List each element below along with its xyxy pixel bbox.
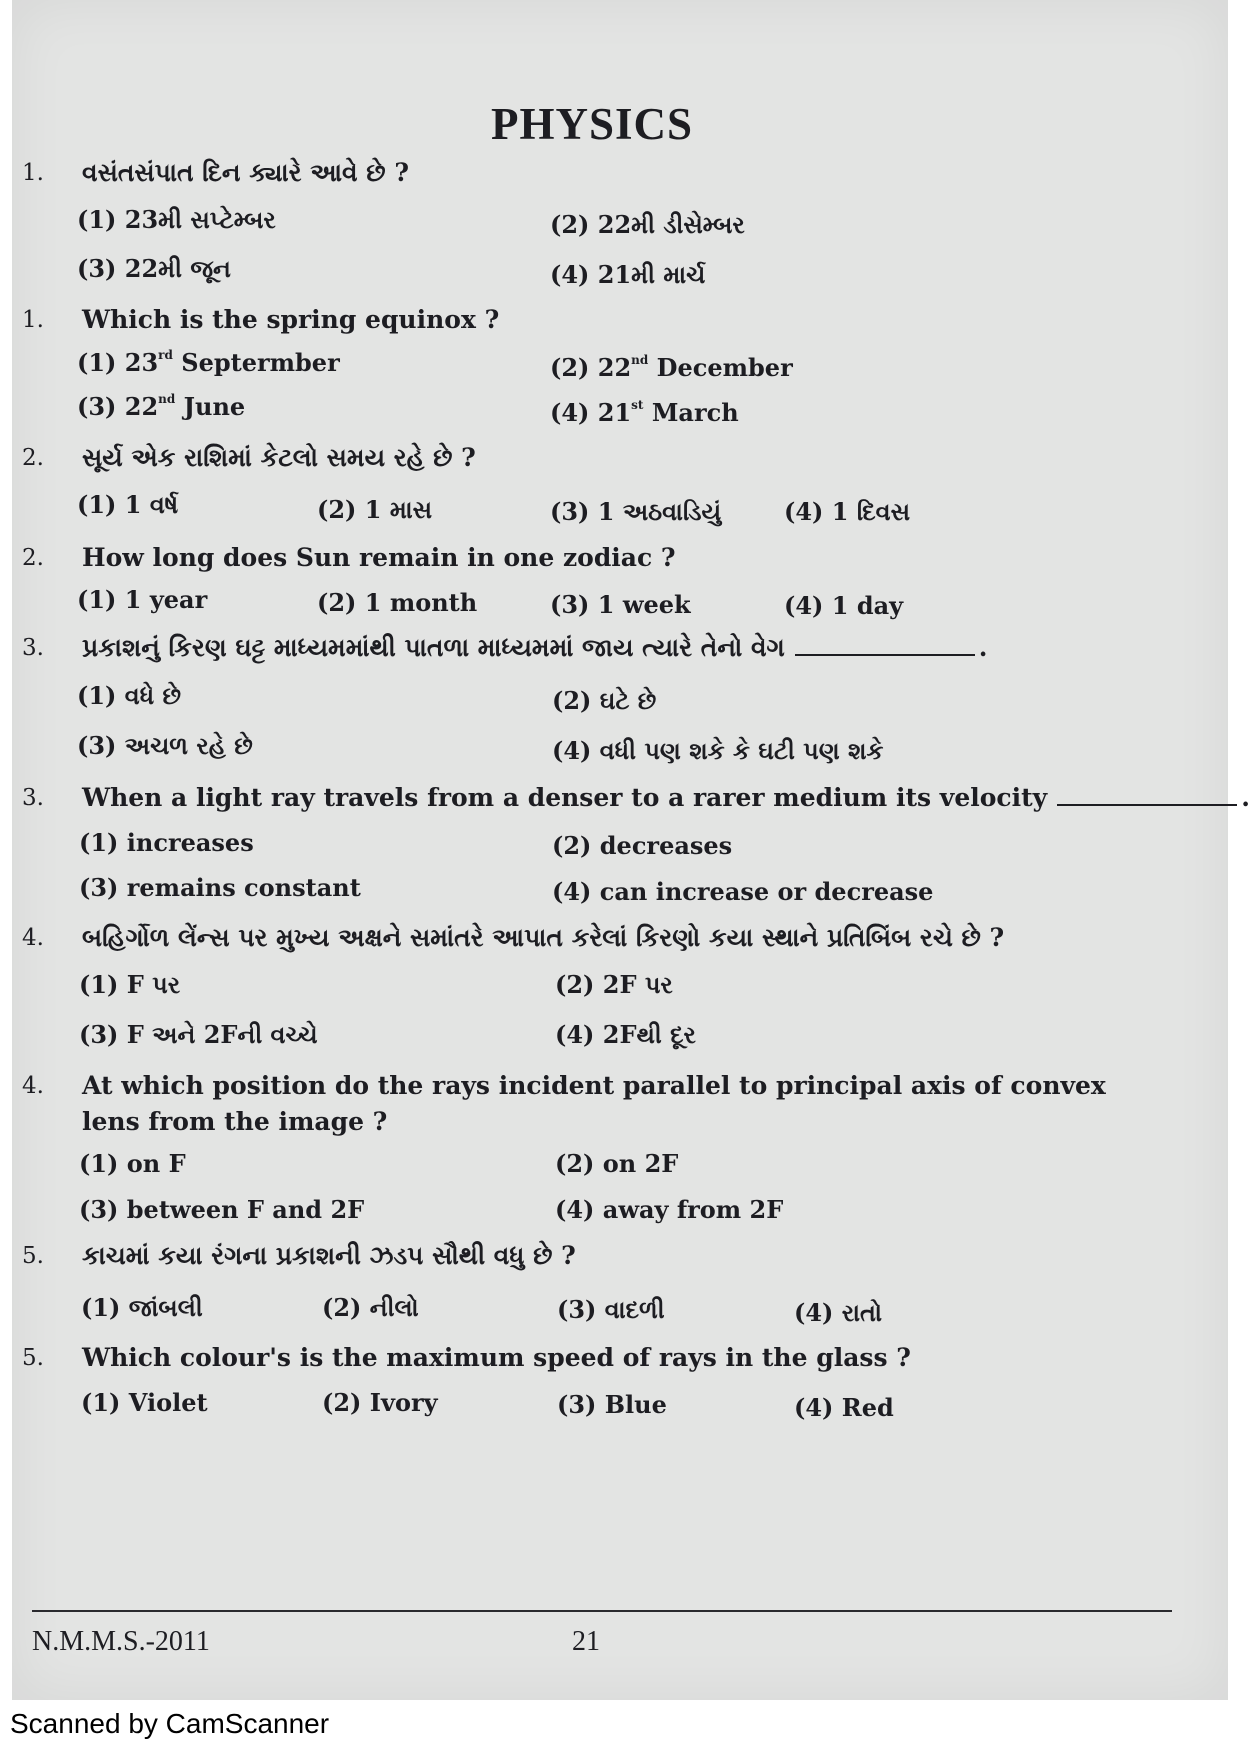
option-4: (4) 21st March: [550, 398, 739, 427]
option-2: (2) decreases: [552, 831, 733, 860]
option-1: (1) increases: [79, 828, 254, 857]
option-1: (1) 23મી સપ્ટેમ્બર: [77, 205, 276, 234]
question-number: 1.: [22, 160, 44, 186]
question-3-english: 3. When a light ray travels from a denser to a rarer medium its velocity .: [12, 780, 1228, 824]
exam-code: N.M.M.S.-2011: [32, 1626, 210, 1657]
question-text: પ્રકાશનું કિરણ ઘટ્ટ માધ્યમમાંથી પાતળા માધ્યમમાં જાય ત્યારે તેનો વેગ: [82, 633, 785, 662]
question-3-gujarati: 3. પ્રકાશનું કિરણ ઘટ્ટ માધ્યમમાંથી પાતળા માધ્યમમાં જાય ત્યારે તેનો વેગ .: [12, 630, 1228, 674]
option-1: (1) on F: [79, 1149, 186, 1178]
question-paper-page: [12, 0, 1250, 1700]
option-1: (1) 23rd Septermber: [77, 348, 340, 377]
option-4: (4) 1 day: [784, 591, 904, 620]
question-text: કાચમાં કયા રંગના પ્રકાશની ઝડપ સૌથી વધુ છે ?: [82, 1241, 576, 1270]
question-2-gujarati: [12, 440, 1228, 484]
answer-blank: [1057, 780, 1237, 806]
question-number: 3.: [22, 785, 44, 811]
question-number: 2.: [22, 445, 44, 471]
option-2: (2) 1 month: [317, 588, 478, 617]
question-text: Which is the spring equinox ?: [82, 305, 500, 334]
option-2: (2) 22nd December: [550, 353, 793, 382]
option-3: (3) F અને 2Fની વચ્ચે: [79, 1020, 318, 1049]
question-1-gujarati: [12, 155, 1228, 199]
option-4: (4) 2Fથી દૂર: [555, 1020, 696, 1049]
option-3: (3) 22મી જૂન: [77, 254, 231, 283]
question-text: Which colour's is the maximum speed of rays in the glass ?: [82, 1343, 911, 1372]
question-number: 1.: [22, 307, 44, 333]
question-number: 5.: [22, 1243, 44, 1269]
option-4: (4) can increase or decrease: [552, 877, 934, 906]
option-1: (1) Violet: [81, 1388, 208, 1417]
question-text: When a light ray travels from a denser to a rarer medium its velocity: [82, 783, 1048, 812]
question-1-english: [12, 302, 1228, 346]
option-3: (3) 1 week: [550, 590, 691, 619]
option-4: (4) Red: [794, 1393, 894, 1422]
scanner-watermark: Scanned by CamScanner: [10, 1708, 330, 1739]
question-2-english: [12, 540, 1228, 584]
answer-blank: [795, 630, 975, 656]
question-number: 4.: [22, 925, 44, 951]
option-1: (1) 1 year: [77, 585, 208, 614]
option-4: (4) 1 દિવસ: [784, 497, 911, 526]
option-2: (2) ઘટે છે: [552, 686, 657, 715]
option-2: (2) on 2F: [555, 1149, 679, 1178]
question-5-english: [12, 1340, 1228, 1384]
option-1: (1) 1 વર્ષ: [77, 490, 179, 519]
option-4: (4) રાતો: [794, 1298, 882, 1327]
option-3: (3) remains constant: [79, 873, 361, 902]
page-number: 21: [572, 1626, 600, 1657]
question-5-gujarati: [12, 1238, 1228, 1282]
question-number: 5.: [22, 1345, 44, 1371]
question-number: 2.: [22, 545, 44, 571]
option-4: (4) away from 2F: [555, 1195, 784, 1224]
option-3: (3) between F and 2F: [79, 1195, 365, 1224]
option-1: (1) જાંબલી: [81, 1293, 203, 1322]
option-1: (1) વધે છે: [77, 681, 182, 710]
question-text: How long does Sun remain in one zodiac ?: [82, 543, 676, 572]
option-3: (3) અચળ રહે છે: [77, 731, 253, 760]
option-3: (3) Blue: [557, 1390, 667, 1419]
footer-divider: [32, 1610, 1172, 1612]
option-2: (2) 22મી ડીસેમ્બર: [550, 210, 745, 239]
option-2: (2) Ivory: [322, 1388, 438, 1417]
question-text: બહિર્ગોળ લેંન્સ પર મુખ્ય અક્ષને સમાંતરે આપાત કરેલાં કિરણો કયા સ્થાને પ્રતિબિંબ રચે છે ?: [82, 923, 1005, 952]
option-3: (3) 1 અઠવાડિયું: [550, 497, 722, 526]
question-4-english: [12, 1068, 1228, 1148]
question-4-gujarati: [12, 920, 1228, 964]
option-4: (4) 21મી માર્ચ: [550, 260, 706, 289]
question-number: 4.: [22, 1073, 44, 1099]
option-1: (1) F પર: [79, 970, 181, 999]
question-text: સૂર્ય એક રાશિમાં કેટલો સમય રહે છે ?: [82, 443, 476, 472]
page-title: PHYSICS: [490, 99, 694, 149]
option-4: (4) વધી પણ શકે કે ઘટી પણ શકે: [552, 736, 884, 765]
question-text: વસંતસંપાત દિન ક્યારે આવે છે ?: [82, 158, 409, 187]
option-2: (2) 2F પર: [555, 970, 673, 999]
option-2: (2) નીલો: [322, 1293, 419, 1322]
option-3: (3) વાદળી: [557, 1295, 665, 1324]
question-number: 3.: [22, 635, 44, 661]
option-3: (3) 22nd June: [77, 392, 246, 421]
option-2: (2) 1 માસ: [317, 495, 433, 524]
question-text: At which position do the rays incident parallel to principal axis of convex lens from the image ?: [82, 1071, 1106, 1136]
